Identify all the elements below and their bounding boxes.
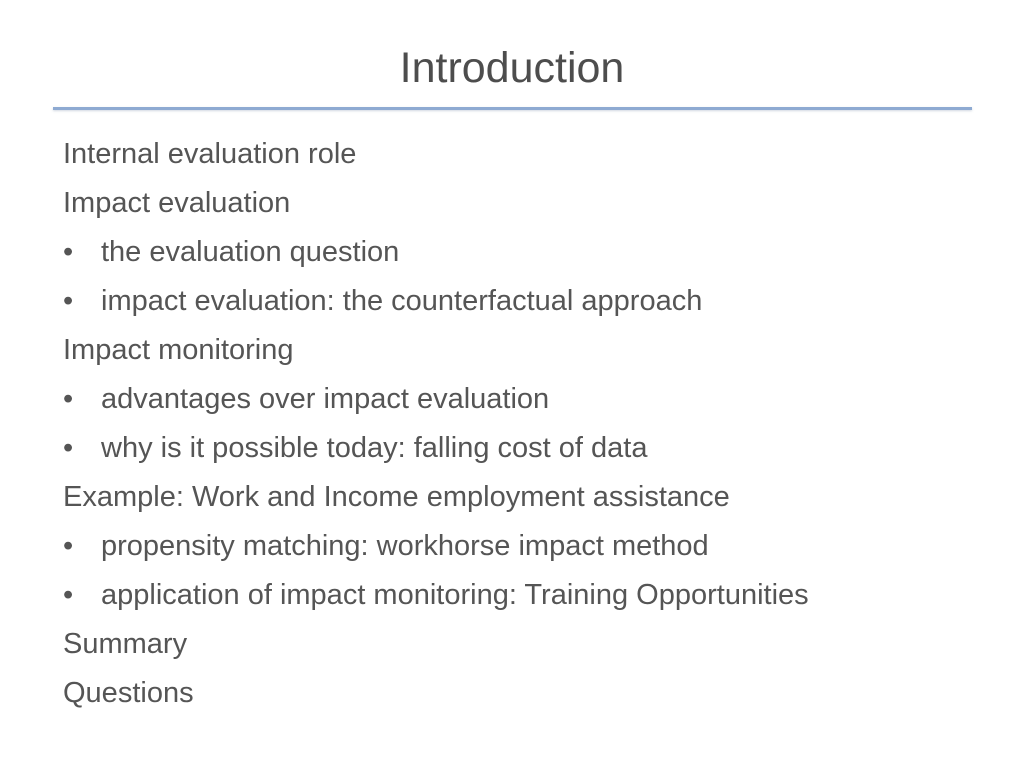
list-item [63,277,983,326]
list-item [63,179,983,228]
list-item-text: propensity matching: workhorse impact method [101,530,709,562]
list-item-text: Example: Work and Income employment assistance [63,481,730,513]
slide-title: Introduction [399,44,625,92]
list-item-text: Internal evaluation role [63,138,357,170]
list-item-text: application of impact monitoring: Training Opportunities [101,579,809,611]
list-item [63,522,983,571]
list-item-text: Questions [63,677,194,709]
list-item-text: Summary [63,628,188,660]
bullet-icon: • [63,530,74,562]
bullet-icon: • [63,432,74,464]
list-item [63,228,983,277]
title-divider [53,107,972,110]
list-item [63,620,983,669]
bullet-list [63,130,983,718]
list-item [63,669,983,718]
bullet-icon: • [63,579,74,611]
list-item-text: why is it possible today: falling cost of data [101,432,648,464]
list-item [63,130,983,179]
bullet-icon: • [63,285,74,317]
list-item-text: advantages over impact evaluation [101,383,550,415]
list-item-text: the evaluation question [101,236,400,268]
list-item [63,473,983,522]
list-item-text: impact evaluation: the counterfactual approach [101,285,703,317]
list-item [63,424,983,473]
bullet-icon: • [63,236,74,268]
list-item [63,375,983,424]
bullet-icon: • [63,383,74,415]
list-item-text: Impact monitoring [63,334,294,366]
list-item-text: Impact evaluation [63,187,291,219]
list-item [63,326,983,375]
list-item [63,571,983,620]
